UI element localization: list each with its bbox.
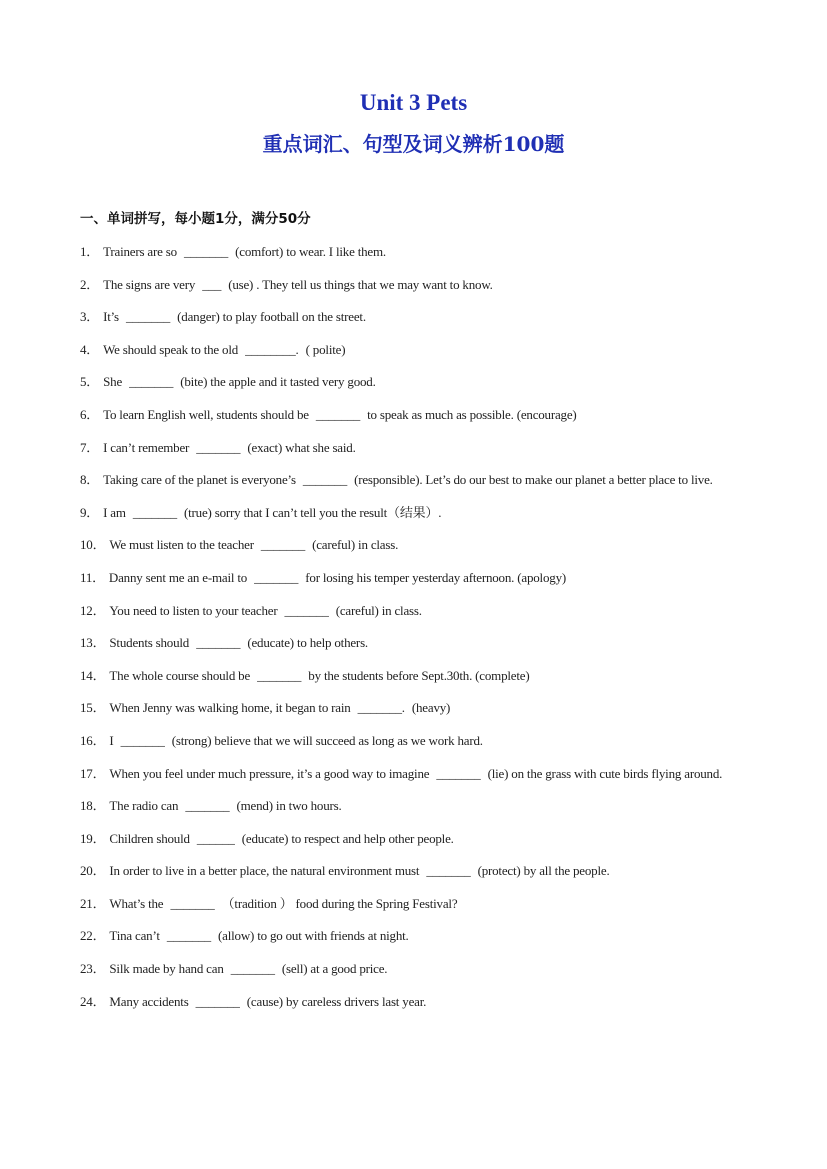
question-text-after: (heavy) [411, 700, 451, 716]
question-number: 11． [80, 569, 105, 585]
question-number: 24． [80, 993, 106, 1009]
question-text-after: (protect) by all the people. [477, 863, 610, 879]
question-text-after: (true) sorry that I can’t tell you the result（结果）. [184, 504, 442, 520]
answer-blank: _______ [302, 472, 347, 488]
question-item [80, 497, 750, 530]
question-number: 4． [80, 341, 100, 357]
question-item [80, 301, 750, 334]
answer-blank: ________. [245, 341, 299, 357]
answer-blank: _______ [170, 895, 215, 911]
section-heading: 一、单词拼写，每小题1分，满分50分 [80, 211, 311, 227]
question-number: 14． [80, 667, 106, 683]
question-text-after: (cause) by careless drivers last year. [246, 993, 427, 1009]
question-text-after: (strong) believe that we will succeed as long as we work hard. [171, 732, 483, 748]
answer-blank: _______. [357, 700, 405, 716]
question-item [80, 399, 750, 432]
question-text-before: Trainers are so [103, 244, 177, 259]
question-text-before: The whole course should be [109, 667, 251, 683]
question-text-after: (sell) at a good price. [281, 961, 388, 977]
answer-blank: _______ [120, 732, 165, 748]
question-text-before: The radio can [109, 798, 179, 814]
question-number: 16． [80, 732, 106, 748]
document-subtitle: 重点词汇、句型及词义辨析100题 [262, 132, 565, 156]
question-number: 15． [80, 700, 106, 716]
question-number: 18． [80, 798, 106, 814]
question-text-before: I am [103, 504, 126, 520]
question-text-after: by the students before Sept.30th. (complete) [308, 667, 530, 683]
answer-blank: _______ [132, 504, 177, 520]
answer-blank: ___ [202, 276, 222, 292]
answer-blank: _______ [254, 569, 299, 585]
question-text-after: (educate) to respect and help other people. [241, 830, 454, 846]
question-text-before: Students should [109, 635, 190, 651]
answer-blank: _______ [129, 374, 174, 390]
question-text-before: Silk made by hand can [109, 961, 224, 977]
question-item [80, 953, 750, 986]
question-text-after: to speak as much as possible. (encourage) [367, 406, 577, 422]
question-text-before: I [109, 732, 114, 748]
question-text-before: Many accidents [109, 993, 189, 1009]
question-text-before: She [103, 374, 123, 390]
question-text-before: I can’t remember [103, 439, 190, 455]
question-number: 23． [80, 961, 106, 977]
answer-blank: _______ [426, 863, 471, 879]
answer-blank: _______ [185, 798, 230, 814]
answer-blank: _______ [183, 244, 229, 259]
answer-blank: _______ [125, 309, 171, 325]
question-text-after: (educate) to help others. [247, 635, 368, 651]
answer-blank: _______ [284, 602, 329, 618]
question-number: 9． [80, 504, 100, 520]
question-text-after: （tradition ） food during the Spring Festival? [221, 895, 458, 911]
question-number: 21． [80, 895, 106, 911]
question-number: 19． [80, 830, 106, 846]
answer-blank: _______ [436, 765, 481, 781]
question-number: 7． [80, 439, 100, 455]
question-item [80, 986, 750, 1019]
question-text-before: Tina can’t [109, 928, 160, 944]
question-text-after: (danger) to play football on the street. [177, 309, 366, 325]
question-item [80, 269, 750, 302]
question-text-after: (responsible). Let’s do our best to make our planet a better place to live. [354, 472, 713, 488]
question-text-before: When you feel under much pressure, it’s a good way to imagine [109, 765, 430, 781]
question-item [80, 725, 750, 758]
question-item [80, 627, 750, 660]
question-number: 17． [80, 765, 106, 781]
question-item [80, 692, 750, 725]
question-text-after: (mend) in two hours. [236, 798, 342, 814]
question-text-before: Children should [109, 830, 190, 846]
question-item [80, 660, 750, 693]
question-number: 3． [80, 309, 100, 325]
question-number: 20． [80, 863, 106, 879]
question-text-after: (bite) the apple and it tasted very good. [180, 374, 376, 390]
question-number: 12． [80, 602, 106, 618]
question-text-after: (allow) to go out with friends at night. [218, 928, 409, 944]
question-number: 1． [80, 244, 100, 259]
question-item [80, 432, 750, 465]
question-item [80, 464, 750, 497]
answer-blank: _______ [230, 961, 275, 977]
question-item [80, 920, 750, 953]
question-list [80, 236, 750, 1018]
question-item [80, 366, 750, 399]
question-item [80, 334, 750, 367]
answer-blank: _______ [166, 928, 211, 944]
question-number: 22． [80, 928, 106, 944]
question-text-before: Taking care of the planet is everyone’s [103, 472, 296, 488]
answer-blank: _______ [260, 537, 305, 553]
question-text-after: ( polite) [305, 341, 346, 357]
question-text-before: Danny sent me an e-mail to [108, 569, 248, 585]
question-number: 6． [80, 406, 100, 422]
question-text-after: (careful) in class. [335, 602, 422, 618]
question-text-before: What’s the [109, 895, 164, 911]
question-number: 8． [80, 472, 100, 488]
question-item [80, 823, 750, 856]
question-text-after: (use) . They tell us things that we may want to know. [228, 276, 493, 292]
question-item [80, 855, 750, 888]
question-item [80, 529, 750, 562]
answer-blank: ______ [196, 830, 235, 846]
question-item [80, 595, 750, 628]
question-text-before: We should speak to the old [103, 341, 239, 357]
question-text-after: (exact) what she said. [247, 439, 356, 455]
question-text-before: In order to live in a better place, the natural environment must [109, 863, 420, 879]
question-number: 5． [80, 374, 100, 390]
question-text-before: We must listen to the teacher [109, 537, 254, 553]
question-item [80, 562, 750, 595]
question-text-after: (comfort) to wear. I like them. [235, 244, 386, 259]
question-number: 2． [80, 276, 100, 292]
question-text-after: (lie) on the grass with cute birds flying around. [487, 765, 723, 781]
question-text-after: for losing his temper yesterday afternoon. (apology) [305, 569, 566, 585]
answer-blank: _______ [257, 667, 302, 683]
answer-blank: _______ [196, 439, 241, 455]
answer-blank: _______ [196, 635, 241, 651]
question-item [80, 758, 750, 791]
question-number: 13． [80, 635, 106, 651]
question-text-before: You need to listen to your teacher [109, 602, 278, 618]
question-text-before: The signs are very [103, 276, 196, 292]
question-text-before: When Jenny was walking home, it began to rain [109, 700, 351, 716]
question-text-before: To learn English well, students should be [103, 406, 309, 422]
answer-blank: _______ [195, 993, 240, 1009]
answer-blank: _______ [315, 406, 361, 422]
question-number: 10． [80, 537, 106, 553]
question-text-before: It’s [103, 309, 119, 325]
question-text-after: (careful) in class. [312, 537, 399, 553]
question-item [80, 790, 750, 823]
document-title: Unit 3 Pets [359, 90, 468, 115]
question-item [80, 888, 750, 921]
question-item [80, 236, 750, 269]
